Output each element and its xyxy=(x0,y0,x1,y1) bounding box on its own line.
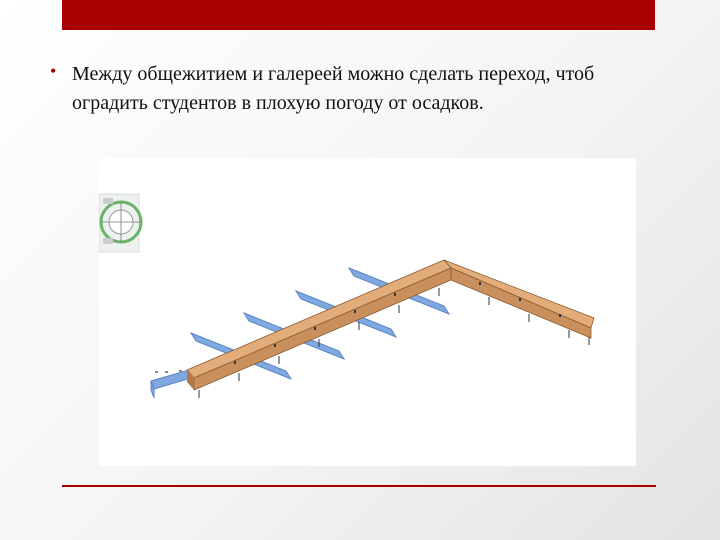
bottom-accent-line xyxy=(62,485,656,487)
model-image xyxy=(99,158,636,466)
top-accent-bar xyxy=(62,0,655,30)
bullet-text: Между общежитием и галереей можно сделать переход, чтоб оградить студентов в плохую погоду от осадков. xyxy=(72,63,595,114)
bullet-marker: • xyxy=(50,61,57,81)
dimension-marks xyxy=(155,370,182,373)
walkway-long-arm xyxy=(187,260,451,390)
walkway-model-drawing xyxy=(99,158,636,466)
view-cube-icon xyxy=(99,194,141,252)
